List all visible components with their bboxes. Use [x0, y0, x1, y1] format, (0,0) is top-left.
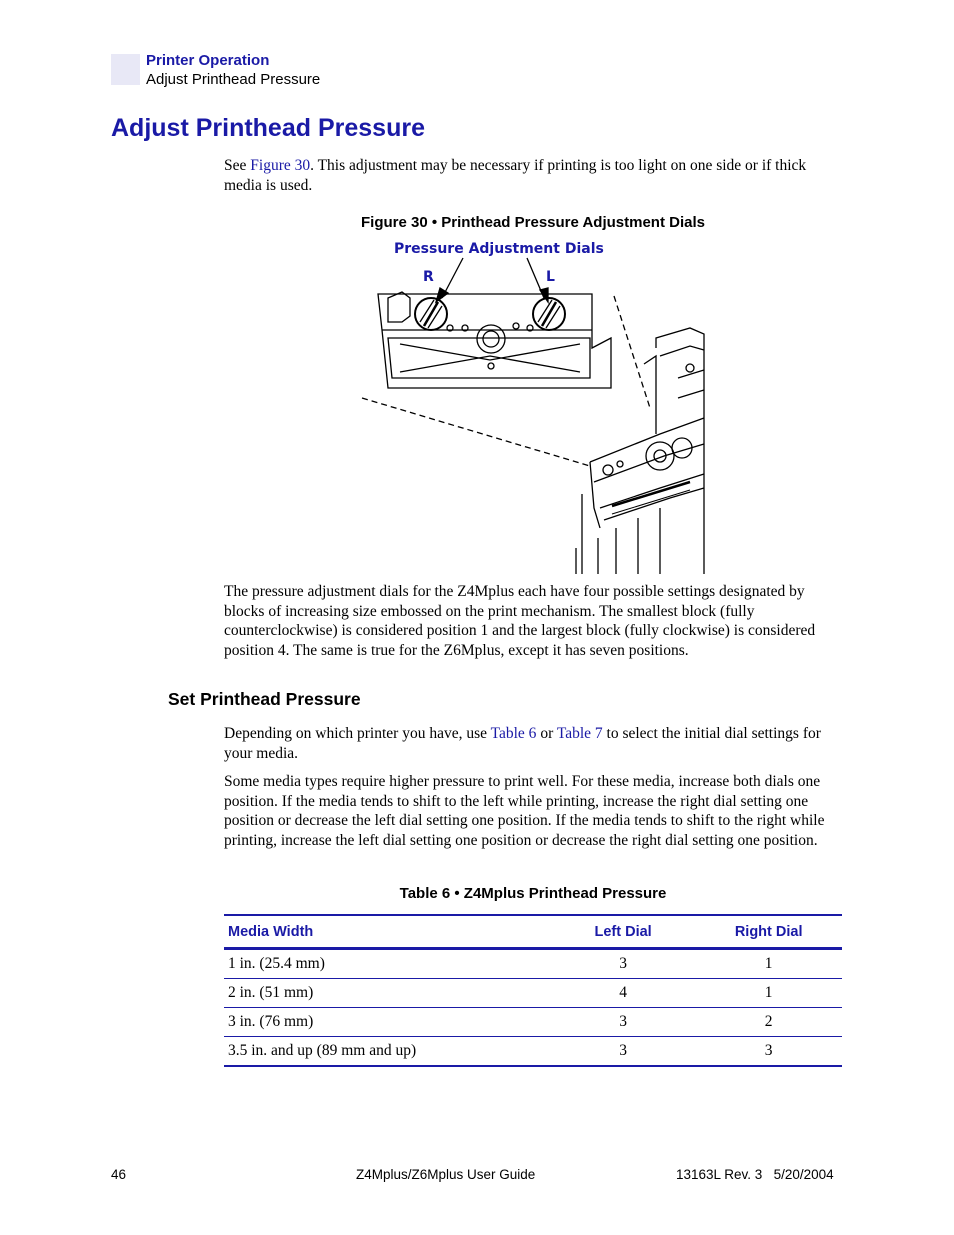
page-number: 46	[111, 1167, 127, 1182]
printhead-illustration	[360, 238, 706, 574]
footer-revision: 13163L Rev. 3 5/20/2004	[676, 1167, 834, 1182]
cell-left-dial: 4	[551, 979, 695, 1008]
figure-caption: Figure 30 • Printhead Pressure Adjustment Dials	[361, 214, 705, 231]
table-caption: Table 6 • Z4Mplus Printhead Pressure	[399, 885, 667, 902]
table-row	[224, 1008, 842, 1037]
use-text-or: or	[536, 725, 557, 742]
use-tables-paragraph	[224, 724, 842, 763]
dials-paragraph: The pressure adjustment dials for the Z4Mplus each have four possible settings designated by blocks of increasing size embossed on the print mechanism. The smallest block (fully counterclockwise) is considered position 1 and the largest block (fully clockwise) is considered position 4. The same is true for the Z6Mplus, except it has seven positions.	[224, 583, 816, 659]
table-6-link[interactable]: Table 6	[490, 725, 537, 742]
header-right-dial: Right Dial	[695, 915, 842, 949]
header-left-dial: Left Dial	[551, 915, 695, 949]
figure-label-l: L	[546, 269, 555, 285]
pressure-table	[224, 914, 842, 1067]
header-section: Printer Operation	[146, 52, 270, 69]
figure-label-r: R	[423, 269, 434, 285]
header-media-width: Media Width	[224, 915, 551, 949]
page-title: Adjust Printhead Pressure	[111, 114, 425, 142]
intro-text-rest: . This adjustment may be necessary if printing is too light on one side or if thick media is used.	[224, 157, 807, 194]
cell-media-width: 3.5 in. and up (89 mm and up)	[224, 1037, 551, 1067]
table-row	[224, 979, 842, 1008]
table-7-link[interactable]: Table 7	[556, 725, 603, 742]
cell-right-dial: 2	[695, 1008, 842, 1037]
table-row	[224, 949, 842, 979]
cell-right-dial: 1	[695, 949, 842, 979]
cell-left-dial: 3	[551, 1037, 695, 1067]
table-header-row	[224, 915, 842, 949]
figure-30-link[interactable]: Figure 30	[250, 157, 311, 174]
cell-left-dial: 3	[551, 1008, 695, 1037]
use-text-after: to select the initial dial settings for your media.	[224, 725, 821, 762]
use-text: Depending on which printer you have, use	[224, 725, 491, 742]
subheading: Set Printhead Pressure	[168, 689, 361, 709]
media-paragraph: Some media types require higher pressure to print well. For these media, increase both dials one position. If the media tends to shift to the left while printing, increase the right dial setting one position or decrease the left dial setting one position. If the media tends to shift to the right while printing, increase the left dial setting one position or decrease the right dial setting one position.	[224, 773, 825, 849]
cell-right-dial: 3	[695, 1037, 842, 1067]
cell-right-dial: 1	[695, 979, 842, 1008]
header-marker	[111, 54, 140, 85]
figure-callout: Pressure Adjustment Dials	[394, 241, 604, 257]
footer-guide-title: Z4Mplus/Z6Mplus User Guide	[356, 1167, 536, 1182]
table-row	[224, 1037, 842, 1067]
cell-left-dial: 3	[551, 949, 695, 979]
header-subsection: Adjust Printhead Pressure	[146, 71, 321, 88]
intro-text: See	[224, 157, 251, 174]
cell-media-width: 1 in. (25.4 mm)	[224, 949, 551, 979]
cell-media-width: 3 in. (76 mm)	[224, 1008, 551, 1037]
intro-paragraph	[224, 156, 842, 195]
cell-media-width: 2 in. (51 mm)	[224, 979, 551, 1008]
